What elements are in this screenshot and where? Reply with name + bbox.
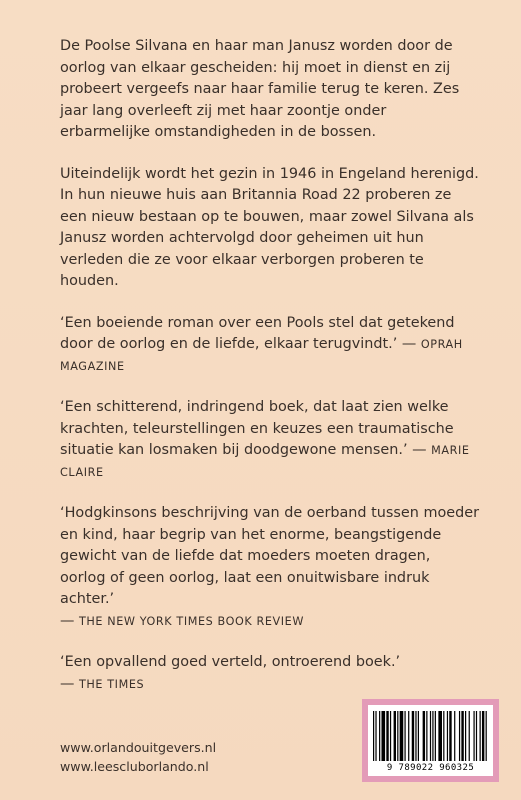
summary-paragraph-1: De Poolse Silvana en haar man Janusz worden door de oorlog van elkaar gescheiden: hij moet in dienst en zij probeert vergeefs naar haar familie terug te keren. Zes jaar lang overleeft zij met haar zoontje onder erbarmelijke omstandigheden in de bossen. [60,38,460,140]
quote-source: THE TIMES [78,677,145,691]
quote-source: MARIE CLAIRE [60,444,470,479]
barcode-frame [362,699,499,782]
quote-text: ‘Een boeiende roman over een Pools stel dat getekend door de oorlog en de liefde, elkaar terugvindt.’ [60,314,455,352]
publisher-link[interactable]: www.orlandouitgevers.nl [60,740,217,755]
cover-text [60,36,480,715]
quote-text: ‘Een opvallend goed verteld, ontroerend boek.’ [60,654,401,670]
bookclub-link[interactable]: www.leescluborlando.nl [60,759,209,774]
review-quote-4 [60,652,480,695]
quote-source: OPRAH MAGAZINE [60,338,463,373]
barcode-icon [373,711,488,761]
isbn-number: 9 789022 960325 [386,763,475,773]
website-links [60,738,216,776]
review-quote-1 [60,313,480,378]
quote-text: ‘Een schitterend, indringend boek, dat laat zien welke krachten, teleurstellingen en keuzes een traumatische situatie kan losmaken bij doodgewone mensen.’ [60,399,454,458]
quote-dash: — [397,336,421,352]
quote-text: ‘Hodgkinsons beschrijving van de oerband tussen moeder en kind, haar begrip van het enorme, beangstigende gewicht van de liefde dat moeders moeten dragen, oorlog of geen oorlog, laat een onuitwisbare indruk achter.’ [60,505,480,607]
summary-paragraph-2: Uiteindelijk wordt het gezin in 1946 in Engeland herenigd. In hun nieuwe huis aan Britannia Road 22 proberen ze een nieuw bestaan op te bouwen, maar zowel Silvana als Janusz worden achtervolgd door geheimen uit hun verleden die ze voor elkaar verborgen proberen te houden. [60,165,479,289]
quote-dash: — [407,442,432,458]
review-quote-2 [60,397,480,483]
quote-dash: — [60,612,79,629]
review-quote-3 [60,503,480,632]
quote-dash: — [60,675,79,692]
quote-source: THE NEW YORK TIMES BOOK REVIEW [78,614,305,628]
barcode-label [368,705,493,776]
